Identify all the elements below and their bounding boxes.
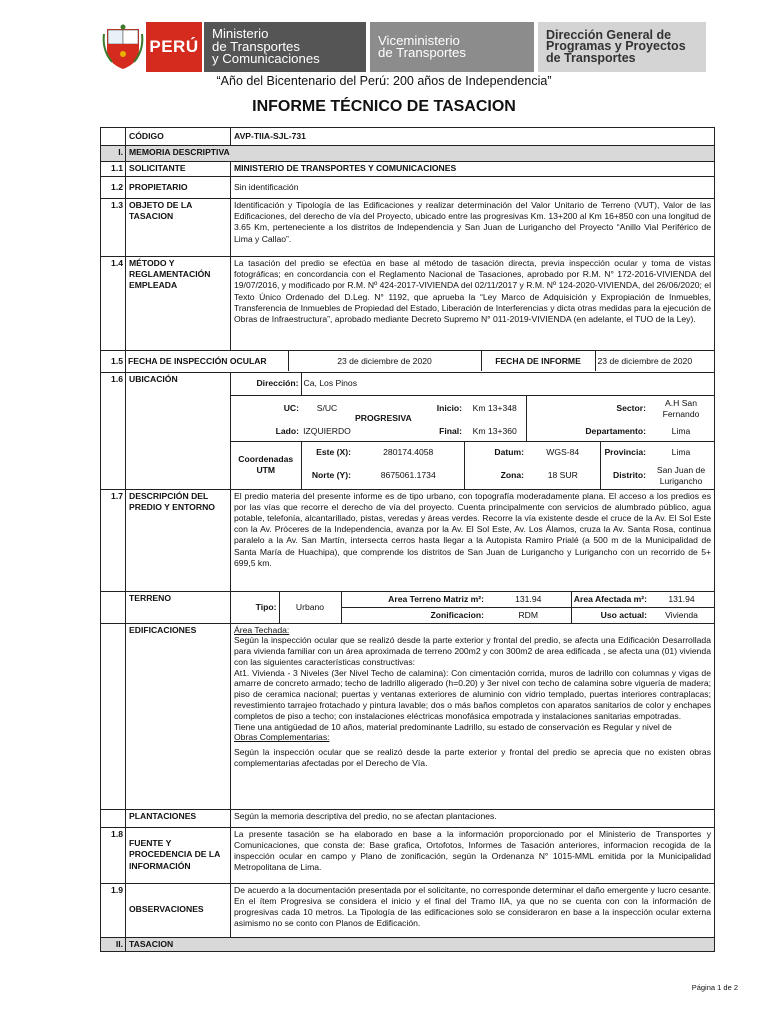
uc-value: S/UC xyxy=(301,395,353,422)
ministerio-line: de Transportes xyxy=(212,38,300,54)
year-motto: “Año del Bicentenario del Perú: 200 años de Independencia” xyxy=(216,74,552,88)
edificaciones-label: EDIFICACIONES xyxy=(126,623,231,809)
area-matriz-value: 131.94 xyxy=(486,592,571,608)
propietario-label: PROPIETARIO xyxy=(126,177,231,199)
plantaciones-label: PLANTACIONES xyxy=(126,809,231,827)
departamento-label: Departamento: xyxy=(526,422,648,442)
edificaciones-paragraph: At1. Vivienda - 3 Niveles (3er Nivel Techo de calamina): Con cimentación corrida, muros de ladrillo con columnas y vigas de amarre de concreto armado; techo de ladrillo aligerado (h=0.20) y 3er nivel con techo de calamina sobre viguería de madera; piso de ceramica nacional; puertas y ventanas exteriores de aluminio con vidrio templado, puertas interiores contraplacas; revestimiento tarrajeo frotachado y pintura lavable; dos o más baños completos con aparatos sanitarios de color y enchapes completos de piso a techo; con instalaciones eléctricas monofásica empotrada y instalaciones sanitarias empotradas. xyxy=(234,667,711,721)
row-ubicacion xyxy=(101,373,715,490)
zona-label: Zona: xyxy=(464,463,526,489)
norte-label: Norte (Y): xyxy=(311,470,351,480)
section-number: I. xyxy=(101,146,126,162)
viceministerio-line: de Transportes xyxy=(378,45,466,60)
departamento-value: Lima xyxy=(671,425,691,436)
observaciones-label: OBSERVACIONES xyxy=(126,883,231,937)
ministerio-line: y Comunicaciones xyxy=(212,51,320,67)
row-plantaciones xyxy=(101,809,715,827)
uso-label: Uso actual: xyxy=(571,607,649,623)
direccion-label: Dirección: xyxy=(256,378,299,389)
ubicacion-label: UBICACIÓN xyxy=(126,373,231,490)
row-section-2 xyxy=(101,937,715,951)
norte-value: 8675061.1734 xyxy=(380,470,436,480)
edificaciones-text xyxy=(231,623,715,809)
fecha-cell xyxy=(126,351,715,373)
metodo-text: La tasación del predio se efectúa en base al método de tasación directa, previa inspección ocular y toma de vistas fotográficas; en concordancia con el Reglamento Nacional de Tasaciones, aprobado por R.M. N° 172-2016-VIVIENDA del 19/07/2016, y modificado por R.M. Nº 424-2017-VIVIENDA del 02/11/2017 y R.M. Nº 124-2020-VIVIENDA, del 26/06/2020; el Texto Único Ordenado del D.Leg. N° 1192, que aprueba la “Ley Marco de Adquisición y Expropiación de Inmuebles, Transferencia de Inmuebles de Propiedad del Estado, Liberación de Interferencias y dicta otras medidas para la ejecución de Obras de Infraestructura”, aprobado mediante Decreto Supremo N° 011-2019-VIVIENDA (en adelante, el TUO de la Ley). xyxy=(231,257,715,351)
distrito-label: Distrito: xyxy=(600,463,648,489)
ministerio-block xyxy=(204,22,366,72)
edificaciones-paragraph: Según la inspección ocular que se realizó desde la parte exterior y frontal del predio, se afecta una Edificación Desarrollada para vivienda familiar con un área aproximada de terreno 200m2 y con 300m2 de area edificada , se afecta una (01) vivienda con las siguientes características constructivas: xyxy=(234,635,711,667)
item-number: 1.9 xyxy=(101,883,126,937)
fecha-inspeccion-label: FECHA DE INSPECCIÓN OCULAR xyxy=(126,351,288,371)
section-number: II. xyxy=(101,937,126,951)
provincia-label: Provincia: xyxy=(600,442,648,463)
row-propietario xyxy=(101,177,715,199)
terreno-cell xyxy=(231,591,715,623)
edificaciones-paragraph: Tiene una antigüedad de 10 años, material predominante Ladrillo, su estado de conservación es Regular y nivel de xyxy=(234,721,672,732)
metodo-label: MÉTODO Y REGLAMENTACIÓN EMPLEADA xyxy=(126,257,231,351)
ubicacion-cell xyxy=(231,373,715,490)
este-value: 280174.4058 xyxy=(353,442,464,463)
area-afectada-value: 131.94 xyxy=(668,593,695,604)
institution-header xyxy=(100,22,712,72)
zonificacion-label: Zonificacion: xyxy=(341,607,486,623)
descripcion-label: DESCRIPCIÓN DEL PREDIO Y ENTORNO xyxy=(126,489,231,591)
item-number: 1.2 xyxy=(101,177,126,199)
item-number: 1.4 xyxy=(101,257,126,351)
document-title: INFORME TÉCNICO DE TASACION xyxy=(252,98,516,115)
descripcion-text: El predio materia del presente informe es de tipo urbano, con topografía moderadamente plana. El acceso a los predios es por las vías que recorre el derecho de vía del proyecto. Cuenta principalmente con servicios de alumbrado público, agua potable, telefonía, alcantarillado, pistas, veredas y áreas verdes. Recorre la vía existente desde el cruce de la Av. El Sol Este con la Av. Próceres de la Independencia, avanza por la Av. El Sol Este, Av. Los Álamos, cruza la Av. Santa Rosa, continua paralelo a la Av. San Martín, intersecta cerros hasta llegar a la Autopista Ramiro Prialé (a 500 m de la Municipalidad de Santa María de Huachipa), que comprende los distritos de San Juan de Lurigancho y Lurigancho con un recorrido de 5+ 699,5 km. xyxy=(231,489,715,591)
item-number: 1.3 xyxy=(101,199,126,257)
item-number: 1.8 xyxy=(101,827,126,883)
final-value: Km 13+360 xyxy=(472,425,517,436)
row-observaciones xyxy=(101,883,715,937)
inicio-value: Km 13+348 xyxy=(464,395,526,422)
item-number: 1.6 xyxy=(101,373,126,490)
uso-value: Vivienda xyxy=(649,607,714,623)
sector-label: Sector: xyxy=(526,395,648,422)
lado-value: IZQUIERDO xyxy=(303,425,351,436)
area-techada-title: Área Techada: xyxy=(234,624,290,635)
observaciones-text: De acuerdo a la documentación presentada por el solicitante, no corresponde determinar el daño emergente y lucro cesante. En el ítem Progresiva se considera el inicio y el final del Tramo IIA, ya que no se cuenta con con la información de progresivas cada 10 metros. La Tipología de las edificaciones solo se consideraron en base a la inspección ocular externa asimismo no se conto con Planos de Edificación. xyxy=(231,883,715,937)
distrito-value: San Juan de Lurigancho xyxy=(656,464,706,486)
zona-value: 18 SUR xyxy=(547,470,578,480)
area-afectada-label: Area Afectada m²: xyxy=(573,593,647,604)
obras-complementarias-title: Obras Complementarias: xyxy=(234,732,330,743)
direccion-value: Ca, Los Pinos xyxy=(301,373,714,395)
fecha-informe-label: FECHA DE INFORME xyxy=(481,351,595,371)
row-metodo xyxy=(101,257,715,351)
report-table xyxy=(100,127,715,952)
uc-label: UC: xyxy=(231,395,301,422)
solicitante-label: SOLICITANTE xyxy=(126,162,231,177)
terreno-label: TERRENO xyxy=(126,591,231,623)
row-section-1 xyxy=(101,146,715,162)
progresiva-label: PROGRESIVA xyxy=(353,395,408,442)
fuente-text: La presente tasación se ha elaborado en base a la información proporcionado por el Ministerio de Transportes y Comunicaciones, que consta de: Base grafica, Ortofotos, Informes de Tasación anteriores, informacion recogida de la inspección ocular en campo y Plano de zonificación, según la Ordenanza N° 1015-MML emitida por la Municipalidad Metropolitana de Lima. xyxy=(231,827,715,883)
direccion-line: de Transportes xyxy=(546,50,636,65)
row-descripcion xyxy=(101,489,715,591)
coordenadas-label: Coordenadas UTM xyxy=(231,442,301,489)
fecha-informe-value: 23 de diciembre de 2020 xyxy=(597,355,693,366)
row-fecha xyxy=(101,351,715,373)
item-number: 1.7 xyxy=(101,489,126,591)
direccion-line: Programas y Proyectos xyxy=(546,39,686,54)
solicitante-value: MINISTERIO DE TRANSPORTES Y COMUNICACIONES xyxy=(231,162,715,177)
objeto-text: Identificación y Tipología de las Edificaciones y realizar determinación del Valor Unitario de Terreno (VUT), Valor de las Edificaciones, del derecho de vía del Proyecto, ubicado entre las progresivas Km. 13+200 al Km 16+850 con una longitud de 3.65 Km, perteneciente a los distritos de Independencia y San Juan de Lurigancho del Proyecto “Anillo Vial Periférico de Lima y Callao”. xyxy=(231,199,715,257)
datum-label: Datum: xyxy=(464,442,526,463)
este-label: Este (X): xyxy=(301,442,353,463)
section-title: TASACION xyxy=(126,937,715,951)
final-label: Final: xyxy=(439,425,462,436)
fuente-label: FUENTE Y PROCEDENCIA DE LA INFORMACIÓN xyxy=(126,827,231,883)
inicio-label: Inicio: xyxy=(408,395,464,422)
tipo-label: Tipo: xyxy=(231,592,279,623)
direccion-block xyxy=(538,22,706,72)
zonificacion-value: RDM xyxy=(486,607,571,623)
item-number: 1.1 xyxy=(101,162,126,177)
tipo-value: Urbano xyxy=(279,592,341,623)
row-terreno xyxy=(101,591,715,623)
row-solicitante xyxy=(101,162,715,177)
viceministerio-line: Viceministerio xyxy=(378,32,460,48)
viceministerio-block xyxy=(370,22,534,72)
provincia-value: Lima xyxy=(648,442,714,463)
lado-label: Lado: xyxy=(275,425,299,436)
row-objeto xyxy=(101,199,715,257)
plantaciones-text: Según la memoria descriptiva del predio, no se afectan plantaciones. xyxy=(231,809,715,827)
propietario-value: Sin identificación xyxy=(231,177,715,199)
section-title: MEMORIA DESCRIPTIVA xyxy=(126,146,715,162)
item-number: 1.5 xyxy=(101,351,126,373)
area-matriz-label: Area Terreno Matriz m²: xyxy=(388,593,484,604)
objeto-label: OBJETO DE LA TASACION xyxy=(126,199,231,257)
ministerio-line: Ministerio xyxy=(212,26,269,42)
direccion-line: Dirección General de xyxy=(546,27,672,42)
fecha-inspeccion-value: 23 de diciembre de 2020 xyxy=(288,351,481,371)
row-edificaciones xyxy=(101,623,715,809)
row-codigo xyxy=(101,128,715,146)
codigo-label: CÓDIGO xyxy=(126,128,231,146)
codigo-value: AVP-TIIA-SJL-731 xyxy=(231,128,715,146)
peru-coat-of-arms-icon xyxy=(100,22,146,72)
page-number: Página 1 de 2 xyxy=(691,983,738,992)
sector-value: A.H San Fernando xyxy=(648,395,714,422)
peru-brand: PERÚ xyxy=(146,22,202,72)
datum-value: WGS-84 xyxy=(526,442,600,463)
row-fuente xyxy=(101,827,715,883)
edificaciones-paragraph: Según la inspección ocular que se realizó desde la parte exterior y frontal del predio se aprecia que no existen obras complementarias afectadas por el Derecho de Vía. xyxy=(234,747,711,769)
